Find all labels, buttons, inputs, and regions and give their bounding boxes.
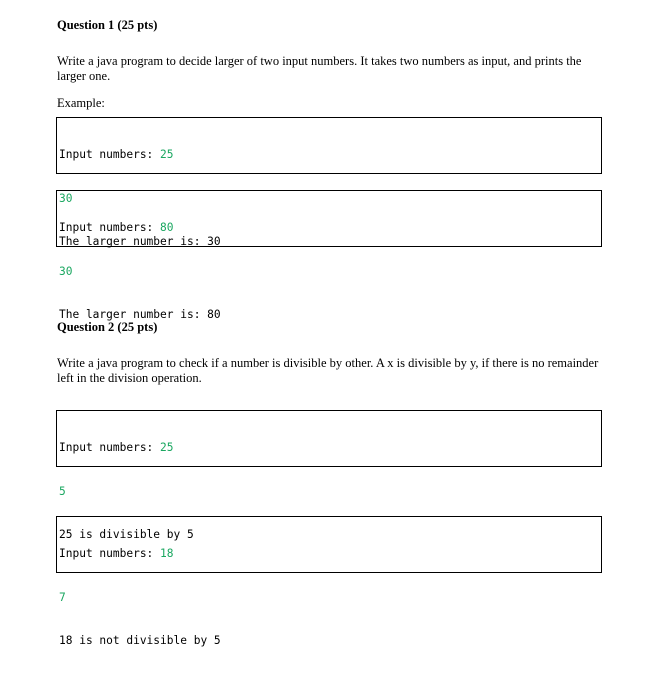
input-value-second: 30 bbox=[59, 191, 73, 205]
q2-prompt bbox=[57, 356, 617, 385]
program-output: The larger number is: 30 bbox=[59, 235, 221, 248]
q2-prompt-line2: left in the division operation. bbox=[57, 370, 202, 385]
input-prompt: Input numbers: bbox=[59, 441, 161, 454]
program-output: 18 is not divisible by 5 bbox=[59, 634, 221, 647]
program-output: The larger number is: 80 bbox=[59, 308, 221, 321]
input-prompt: Input numbers: bbox=[59, 148, 161, 161]
code-line-prompt bbox=[59, 148, 601, 163]
code-line-prompt bbox=[59, 547, 601, 562]
input-value-first: 80 bbox=[160, 221, 174, 234]
code-line-prompt bbox=[59, 221, 601, 236]
input-prompt: Input numbers: bbox=[59, 547, 161, 560]
q1-example-box-2 bbox=[56, 190, 602, 321]
q2-prompt-line1: Write a java program to check if a number is divisible by other. A x is divisible by y, if there is no remainder bbox=[57, 356, 599, 370]
q2-heading: Question 2 (25 pts) bbox=[57, 320, 158, 334]
q1-heading: Question 1 (25 pts) bbox=[57, 18, 158, 32]
input-value-second: 7 bbox=[59, 590, 66, 604]
q1-prompt-line2: larger one. bbox=[57, 68, 111, 83]
input-value-second: 5 bbox=[59, 484, 66, 498]
q1-prompt bbox=[57, 54, 617, 83]
input-value-second: 30 bbox=[59, 264, 73, 278]
code-line-prompt bbox=[59, 441, 601, 456]
input-value-first: 25 bbox=[160, 148, 174, 161]
input-value-first: 18 bbox=[160, 547, 174, 560]
q2-example-box-2 bbox=[56, 516, 602, 647]
program-output: 25 is divisible by 5 bbox=[59, 528, 194, 541]
input-prompt: Input numbers: bbox=[59, 221, 161, 234]
q1-prompt-line1: Write a java program to decide larger of two input numbers. It takes two numbers as input, and prints the bbox=[57, 54, 582, 68]
input-value-first: 25 bbox=[160, 441, 174, 454]
q2-example-box-1 bbox=[56, 410, 602, 541]
q1-example-label: Example: bbox=[57, 96, 105, 110]
